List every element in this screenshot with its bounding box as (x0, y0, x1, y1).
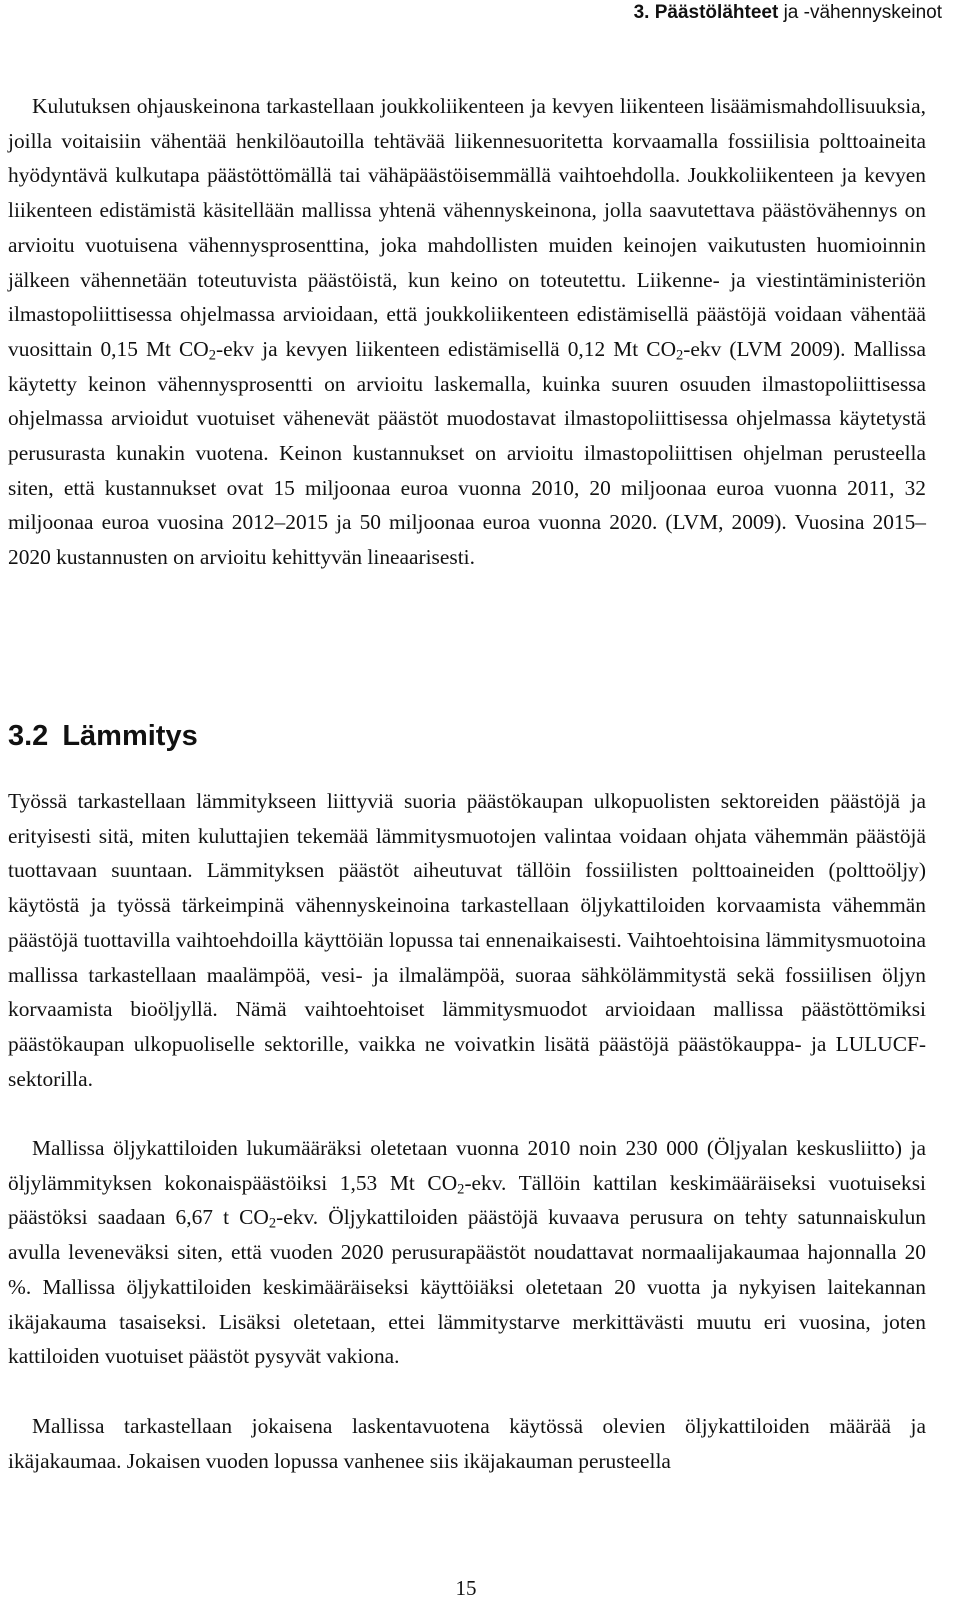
paragraph-transport-measures (8, 89, 926, 575)
section-number: 3.2 (8, 720, 49, 752)
subscript: 2 (268, 1216, 277, 1233)
running-header-section: 3. Päästölähteet (633, 2, 779, 23)
paragraph-text: Kulutuksen ohjauskeinona tarkastellaan joukkoliikenteen ja kevyen liikenteen lisäämismahdollisuuksia, joilla voitaisiin vähentää henkilöautoilla tehtävää liikennesuoritetta korvaamalla fossiilisia polttoaineita hyödyntävä kulkutapa päästöttömällä tai vähäpäästöisemmällä vaihtoehdolla. Joukkoliikenteen ja kevyen liikenteen edistämistä käsitellään mallissa yhtenä vähennyskeinona, jolla saavutettava päästövähennys on arvioitu vuotuisena vähennysprosenttina, joka mahdollisten muiden keinojen vaikutusten huomioinnin jälkeen vähennetään toteutuvista päästöistä, kun keino on toteutettu. Liikenne- ja viestintäministeriön ilmastopoliittisessa ohjelmassa arvioidaan, että joukkoliikenteen edistämisellä päästöjä voidaan vähentää vuosittain 0,15 Mt CO (8, 94, 926, 361)
paragraph-heating-intro: Työssä tarkastellaan lämmitykseen liittyviä suoria päästökaupan ulkopuolisten sektoreiden päästöjä ja erityisesti sitä, miten kuluttajien tekemää lämmitysmuotojen valintaa voidaan ohjata vähemmän päästöjä tuottavaan suuntaan. Lämmityksen päästöt aiheutuvat tällöin fossiilisten polttoaineiden (polttoöljy) käytöstä ja työssä tärkeimpinä vähennyskeinoina tarkastellaan öljykattiloiden korvaamista vähemmän päästöjä tuottavilla vaihtoehdoilla käyttöiän lopussa tai ennenaikaisesti. Vaihtoehtoisina lämmitysmuotoina mallissa tarkastellaan maalämpöä, vesi- ja ilmalämpöä, suoraa sähkölämmitystä sekä fossiilisen öljyn korvaamista bioöljyllä. Nämä vaihtoehtoiset lämmitysmuodot arvioidaan mallissa päästöttömiksi päästökaupan ulkopuoliselle sektorille, vaikka ne voivatkin lisätä päästöjä päästökauppa- ja LULUCF-sektorilla. (8, 789, 926, 1091)
running-header-rest: ja -vähennyskeinot (783, 2, 942, 23)
subscript: 2 (208, 347, 217, 364)
page-number: 15 (455, 1576, 477, 1600)
subscript: 2 (457, 1181, 465, 1198)
paragraph-text: -ekv (LVM 2009). Mallissa käytetty keinon vähennysprosentti on arvioitu laskemalla, kuinka suuren osuuden ilmastopoliittisessa ohjelmassa arvioidut vuotuiset vähenevät päästöt muodostavat ilmastopoliittisessa ohjelmassa käytetystä perusurasta kunakin vuotena. Keinon kustannukset on arvioitu ilmastopoliittisen ohjelman perusteella siten, että kustannukset ovat 15 miljoonaa euroa vuonna 2010, 20 miljoonaa euroa vuonna 2011, 32 miljoonaa euroa vuosina 2012–2015 ja 50 miljoonaa euroa vuonna 2020. (LVM, 2009). Vuosina 2015–2020 kustannusten on arvioitu kehittyvän lineaarisesti. (8, 336, 927, 570)
paragraph-text: -ekv ja kevyen liikenteen edistämisellä 0,12 Mt CO (216, 336, 677, 361)
paragraph-text: -ekv. Öljykattiloiden päästöjä kuvaava perusura on tehty satunnaiskulun avulla leveneväksi siten, että vuoden 2020 perusurapäästöt noudattavat normaalijakaumaa hajonnalla 20 %. Mallissa öljykattiloiden keskimääräiseksi käyttöiäksi oletetaan 20 vuotta ja nykyisen laitekannan ikäjakauma tasaiseksi. Lisäksi oletetaan, ettei lämmitystarve merkittävästi muutu eri vuosina, joten kattiloiden vuotuiset päästöt pysyvät vakiona. (8, 1205, 926, 1369)
running-header (634, 0, 942, 26)
paragraph-text: -ekv. Tällöin kattilan keskimääräiseksi vuotuiseksi päästöksi saadaan 6,67 t CO (8, 1170, 926, 1230)
paragraph-text: Mallissa öljykattiloiden lukumääräksi oletetaan vuonna 2010 noin 230 000 (Öljyalan keskusliitto) ja öljylämmityksen kokonaispäästöiksi 1,53 Mt CO (8, 1136, 926, 1195)
section-heading (8, 716, 198, 756)
paragraph-oil-boilers (8, 1131, 926, 1374)
paragraph-age-distribution: Mallissa tarkastellaan jokaisena laskentavuotena käytössä olevien öljykattiloiden määrää ja ikäjakaumaa. Jokaisen vuoden lopussa vanhenee siis ikäjakauman perusteella (8, 1414, 926, 1473)
section-title: Lämmitys (62, 720, 198, 752)
subscript: 2 (676, 347, 684, 364)
